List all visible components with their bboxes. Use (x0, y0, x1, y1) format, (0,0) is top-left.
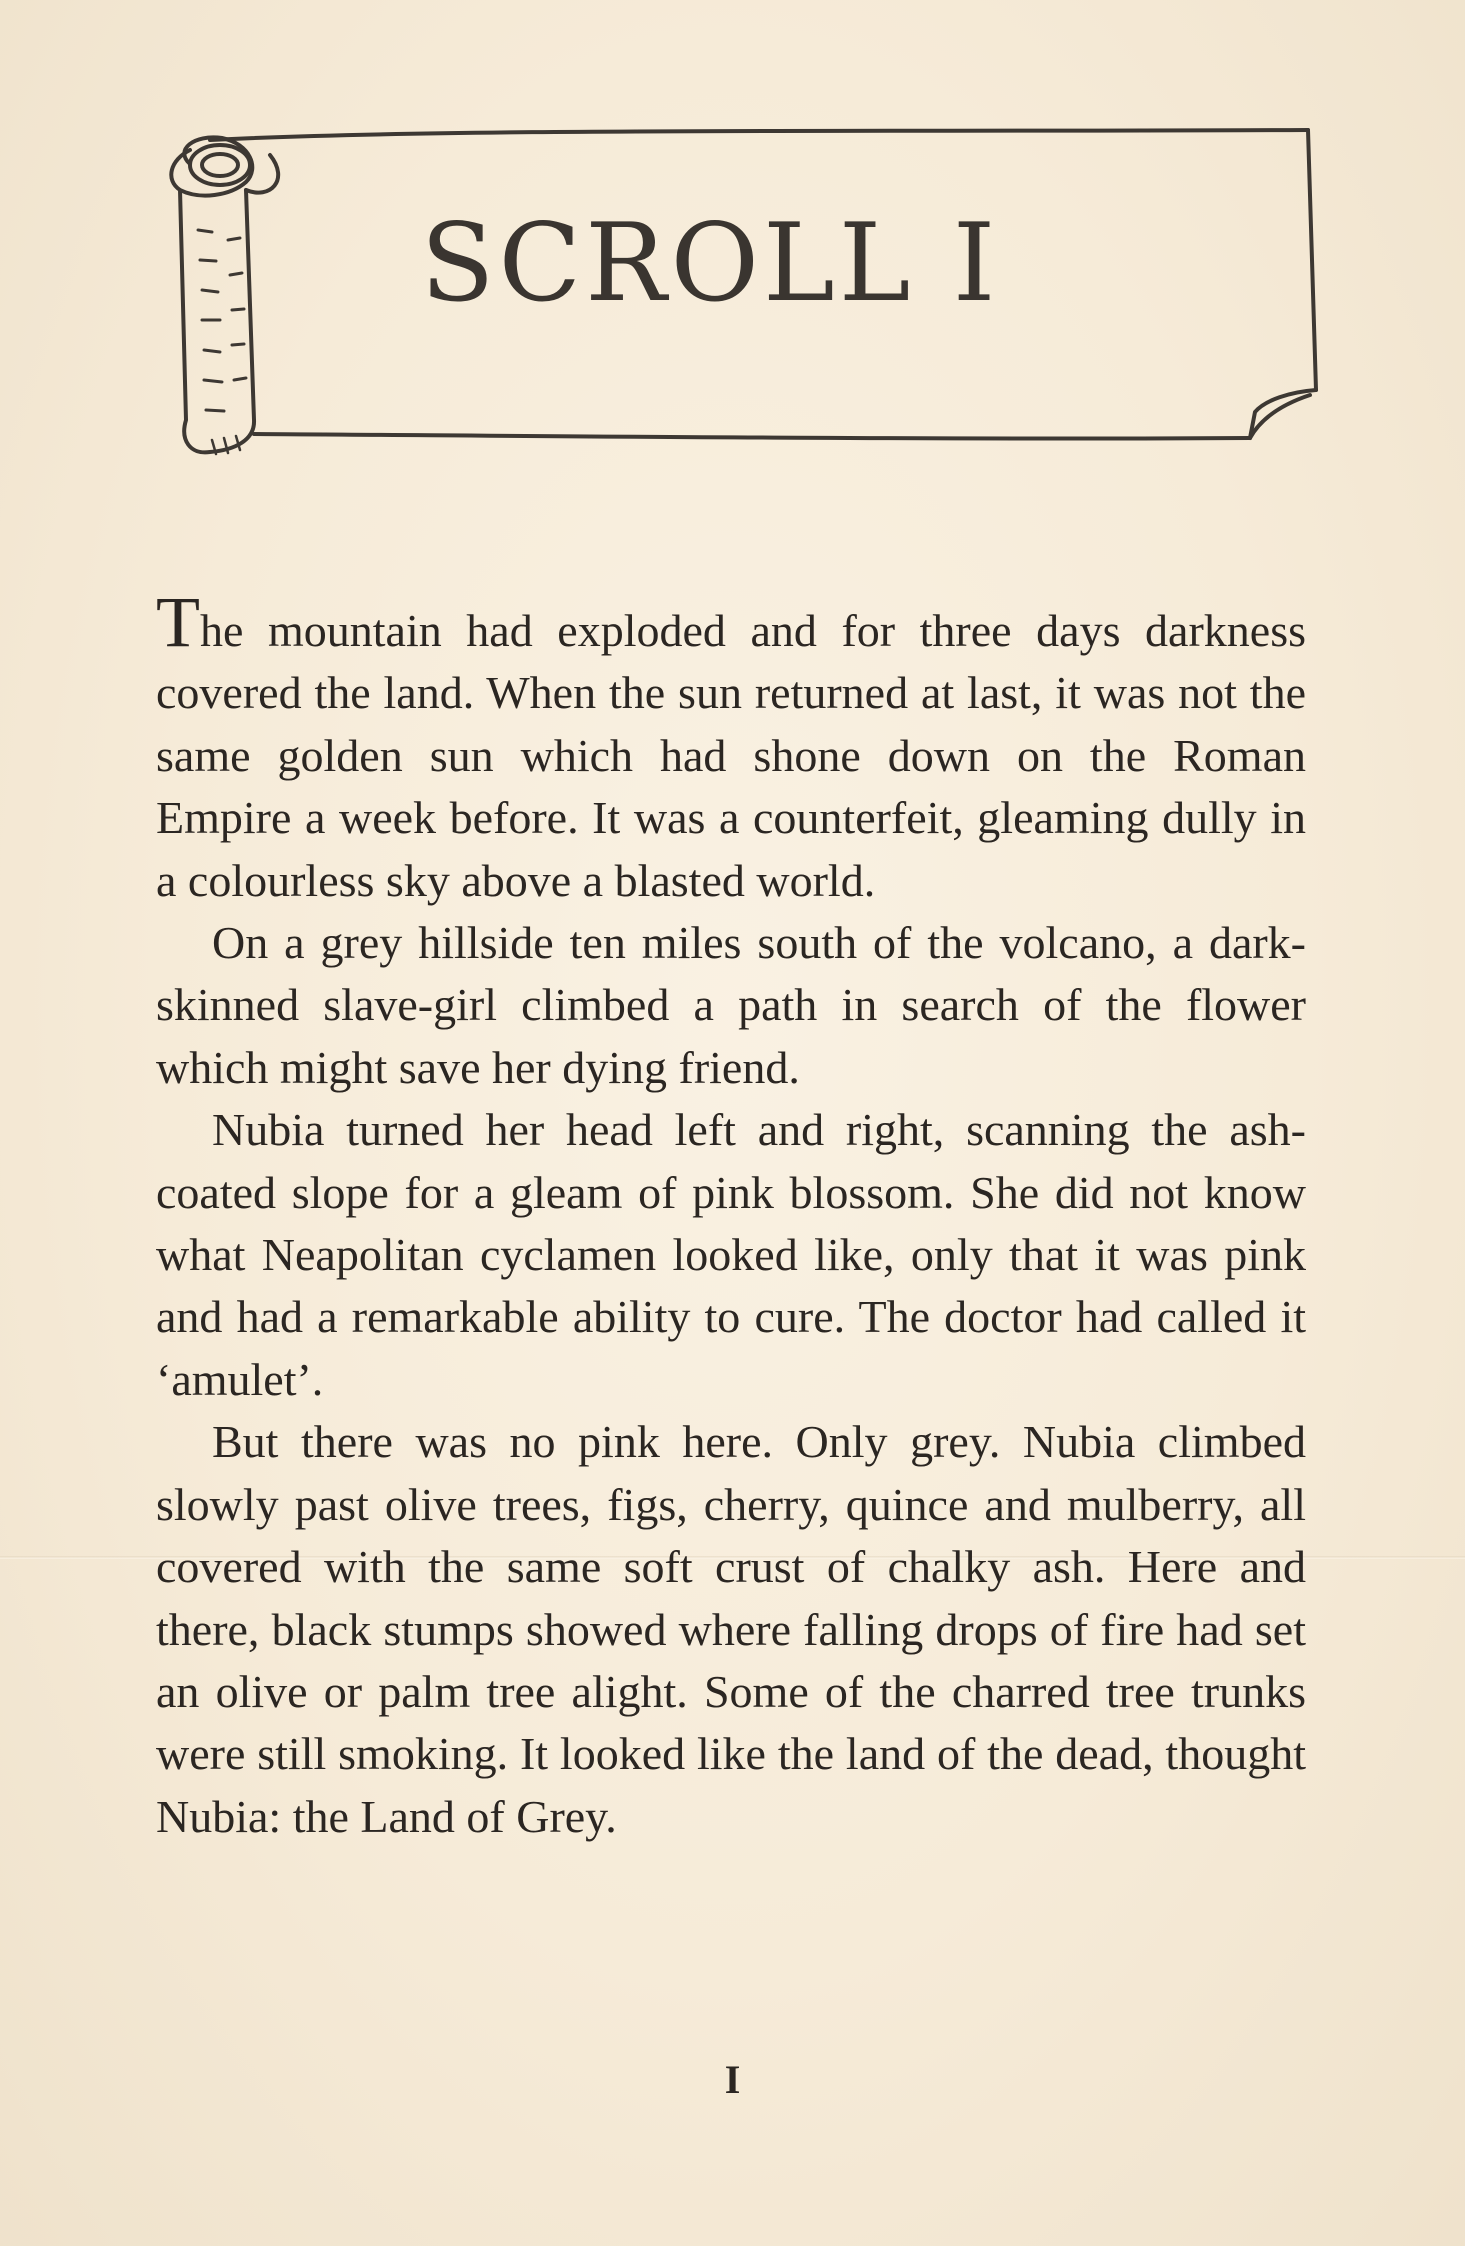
page-number: I (724, 2057, 741, 2102)
paragraph-1 (156, 582, 1306, 912)
paragraph-4: But there was no pink here. Only grey. Nubia climbed slowly past olive trees, figs, cherry, quince and mulberry, all covered with the same soft crust of chalky ash. Here and there, black stumps showed where falling drops of fire had set an olive or palm tree alight. Some of the charred tree trunks were still smoking. It looked like the land of the dead, thought Nubia: the Land of Grey. (156, 1416, 1306, 1842)
initial-letter: T (156, 582, 200, 662)
chapter-title: SCROLL I (420, 201, 1000, 326)
paragraph-3: Nubia turned her head left and right, scanning the ash-coated slope for a gleam of pink blossom. She did not know what Neapolitan cyclamen looked like, only that it was pink and had a remarkable ability to cure. The doctor had called it ‘amulet’. (156, 1104, 1306, 1405)
paragraph-2: On a grey hillside ten miles south of the volcano, a dark-skinned slave-girl climbed a path in search of the flower which might save her dying friend. (156, 917, 1306, 1093)
body-text (156, 582, 1306, 1848)
paragraph-text: he mountain had exploded and for three days darkness covered the land. When the sun returned at last, it was not the same golden sun which had shone down on the Roman Empire a week before. It was a counterfeit, gleaming dully in a colourless sky above a blasted world. (156, 605, 1306, 906)
